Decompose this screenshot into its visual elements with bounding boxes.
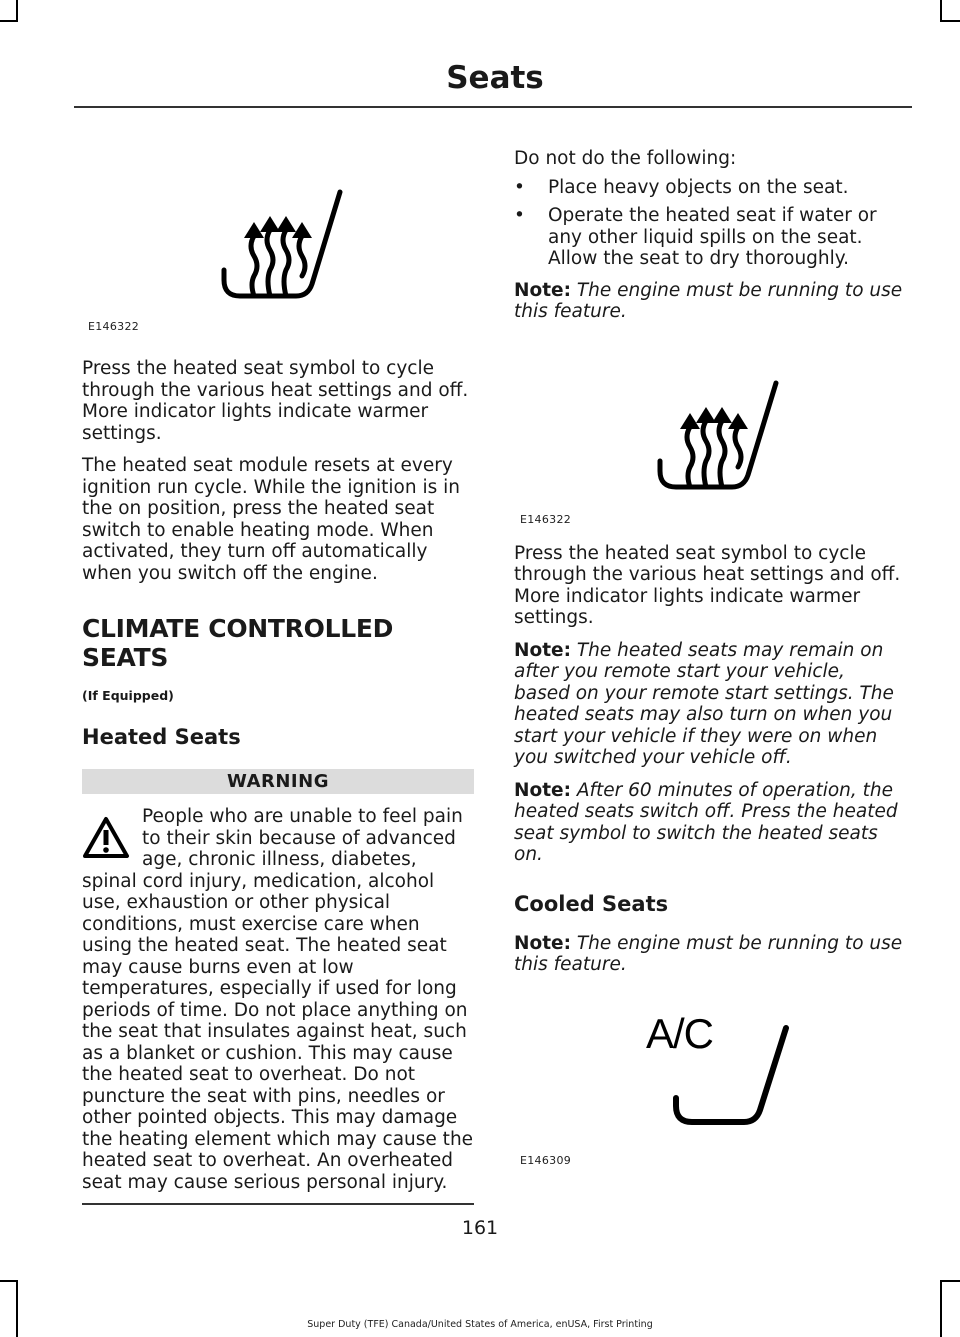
ac-label: A/C	[646, 1009, 714, 1057]
heated-seat-icon	[212, 184, 362, 304]
crop-mark	[940, 0, 942, 22]
warning-text: People who are unable to feel pain to their skin because of advanced age, chronic illness, diabetes, spinal cord injury, medication, alcohol use, exhaustion or other physical conditions, must exercise care when using the heated seat. The heated seat may cause burns even at low temperatures, especially if used for long periods of time. Do not place anything on the seat that insulates against heat, such as a blanket or cushion. This may cause the heated seat to overheat. Do not puncture the seat with pins, needles or other pointed objects. This may damage the heating element which may cause the heated seat to overheat. An overheated seat may cause serious personal injury.	[82, 806, 474, 1193]
footer-edition: Super Duty (TFE) Canada/United States of America, enUSA, First Printing	[307, 1319, 653, 1330]
page-header-title: Seats	[446, 60, 544, 96]
note	[514, 780, 906, 866]
list-item-text: Operate the heated seat if water or any other liquid spills on the seat. Allow the seat to dry thoroughly.	[548, 205, 877, 269]
page-number: 161	[461, 1217, 499, 1239]
list-item	[514, 177, 906, 199]
paragraph: Press the heated seat symbol to cycle through the various heat settings and off. More indicator lights indicate warmer settings.	[82, 358, 469, 444]
warning-label: WARNING	[82, 769, 474, 794]
note-label: Note:	[514, 639, 571, 661]
right-column	[514, 124, 906, 1176]
note	[514, 280, 906, 323]
note-label: Note:	[514, 779, 571, 801]
paragraph: Do not do the following:	[514, 148, 737, 169]
left-column	[82, 124, 474, 1205]
heated-seat-figure	[82, 124, 474, 346]
figure-id: E146322	[520, 512, 572, 526]
section-title: CLIMATE CONTROLLED SEATS	[82, 614, 394, 672]
warning-block	[82, 806, 474, 1193]
note-label: Note:	[514, 279, 571, 301]
crop-mark	[0, 1280, 18, 1282]
note	[514, 640, 906, 769]
figure-id: E146309	[520, 1153, 572, 1167]
note	[514, 933, 906, 976]
note-text: The engine must be running to use this feature.	[514, 279, 903, 322]
heated-seat-icon	[648, 375, 798, 495]
cooled-seat-figure	[514, 976, 906, 1176]
note-text: The engine must be running to use this feature.	[514, 932, 903, 975]
section-subtitle: (If Equipped)	[82, 688, 174, 703]
warning-triangle-icon	[82, 816, 130, 860]
bullet-list	[514, 177, 906, 270]
note-label: Note:	[514, 932, 571, 954]
subsection-title: Heated Seats	[82, 725, 241, 749]
list-item	[514, 205, 906, 270]
crop-mark	[0, 20, 18, 22]
crop-mark	[942, 1280, 960, 1282]
list-item-text: Place heavy objects on the seat.	[548, 176, 849, 198]
bullet-glyph: •	[514, 176, 525, 198]
subsection-title: Cooled Seats	[514, 891, 669, 916]
warning-end-rule	[82, 1203, 474, 1205]
note-text: After 60 minutes of operation, the heated seats switch off. Press the heated seat symbol to switch the heated seats on.	[514, 779, 898, 865]
paragraph: Press the heated seat symbol to cycle through the various heat settings and off. More indicator lights indicate warmer settings.	[514, 542, 901, 628]
crop-mark	[942, 20, 960, 22]
paragraph: The heated seat module resets at every ignition run cycle. While the ignition is in the on position, press the heated seat switch to enable heating mode. When activated, they turn off automatically when you switch off the engine.	[82, 455, 460, 584]
bullet-glyph: •	[514, 205, 525, 226]
header-rule	[74, 106, 912, 108]
crop-mark	[16, 0, 18, 22]
heated-seat-figure	[514, 323, 906, 543]
cooled-seat-icon	[664, 1020, 794, 1130]
figure-id: E146322	[88, 320, 140, 333]
note-text: The heated seats may remain on after you remote start your vehicle, based on your remote start settings. The heated seats may also turn on when you start your vehicle if they were on when you switched your vehicle off.	[514, 639, 894, 768]
